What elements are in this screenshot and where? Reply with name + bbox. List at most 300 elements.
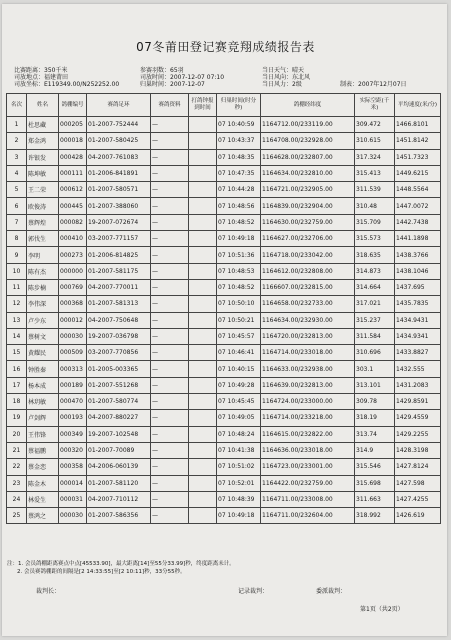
speed-cell: 1434.9431: [395, 312, 441, 328]
table-row: [7, 149, 441, 165]
speed-cell: 1426.619: [395, 508, 441, 524]
table-row: [7, 394, 441, 410]
clock-time-cell: [189, 214, 217, 230]
name-cell: 郭伐生: [27, 231, 59, 247]
name-cell: 陈坤敏: [27, 165, 59, 181]
clock-time-cell: [189, 328, 217, 344]
speed-cell: 1427.4255: [395, 491, 441, 507]
pigeon-info-cell: —: [151, 312, 189, 328]
arrival-time-cell: 07 10:48:52: [217, 279, 261, 295]
table-row: [7, 214, 441, 230]
table-row: [7, 165, 441, 181]
name-cell: 黄耀民: [27, 345, 59, 361]
loft-id-cell: 000358: [59, 459, 87, 475]
name-cell: 杨本成: [27, 377, 59, 393]
ring-cell: 01-2007-581120: [87, 475, 151, 491]
arrival-time-cell: 07 10:48:56: [217, 198, 261, 214]
distance-cell: 311.539: [355, 182, 395, 198]
pigeon-info-cell: —: [151, 117, 189, 133]
clock-time-cell: [189, 442, 217, 458]
ring-cell: 04-2007-770011: [87, 279, 151, 295]
rank-cell: 14: [7, 328, 27, 344]
table-row: [7, 426, 441, 442]
table-row: [7, 410, 441, 426]
pigeon-info-cell: —: [151, 247, 189, 263]
report-title: 07冬莆田登记赛竞翔成绩报告表: [136, 40, 315, 54]
distance-cell: 315.709: [355, 214, 395, 230]
loft-id-cell: 000111: [59, 165, 87, 181]
ring-cell: 01-2007-752444: [87, 117, 151, 133]
coordinates-cell: 1164718.00/233042.00: [261, 247, 355, 263]
arrival-time-cell: 07 10:49:28: [217, 377, 261, 393]
ring-cell: 04-2007-761083: [87, 149, 151, 165]
ring-cell: 01-2007-70089: [87, 442, 151, 458]
loft-id-cell: 000030: [59, 328, 87, 344]
loft-id-cell: 000313: [59, 361, 87, 377]
info-release-coords: 司放坐标：E119349.00/N252252.00: [14, 81, 120, 88]
note-line: 2. 会员赛鸽棚距的间隔是[2 14:33:55]至[2 10:11]秒，33分55秒。: [17, 569, 186, 575]
speed-cell: 1466.8101: [395, 117, 441, 133]
coordinates-cell: 1164634.00/232930.00: [261, 312, 355, 328]
clock-time-cell: [189, 263, 217, 279]
info-release-time: 司放时间：2007-12-07 07:10: [140, 74, 225, 81]
distance-cell: 303.1: [355, 361, 395, 377]
speed-cell: 1435.7835: [395, 296, 441, 312]
clock-time-cell: [189, 149, 217, 165]
table-row: [7, 491, 441, 507]
ring-cell: 01-2007-580425: [87, 133, 151, 149]
loft-id-cell: 000445: [59, 198, 87, 214]
coordinates-cell: 1164634.00/232810.00: [261, 165, 355, 181]
info-weather: 当日天气：晴天: [262, 67, 305, 74]
distance-cell: 315.237: [355, 312, 395, 328]
distance-cell: 310.696: [355, 345, 395, 361]
header-coordinates: 鸽棚经纬度: [261, 94, 355, 117]
name-cell: 蔡金恋: [27, 459, 59, 475]
coordinates-cell: 1164422.00/232759.00: [261, 475, 355, 491]
coordinates-cell: 1164630.00/232759.00: [261, 214, 355, 230]
arrival-time-cell: 07 10:48:24: [217, 426, 261, 442]
rank-cell: 22: [7, 459, 27, 475]
distance-cell: 317.324: [355, 149, 395, 165]
name-cell: 钟胜秦: [27, 361, 59, 377]
coordinates-cell: 1164628.00/232807.00: [261, 149, 355, 165]
rank-cell: 21: [7, 442, 27, 458]
distance-cell: 311.663: [355, 491, 395, 507]
arrival-time-cell: 07 10:43:37: [217, 133, 261, 149]
rank-cell: 3: [7, 149, 27, 165]
table-row: [7, 133, 441, 149]
distance-cell: 313.74: [355, 426, 395, 442]
speed-cell: 1438.1046: [395, 263, 441, 279]
rank-cell: 7: [7, 214, 27, 230]
ring-cell: 01-2007-581175: [87, 263, 151, 279]
arrival-time-cell: 07 10:49:05: [217, 410, 261, 426]
rank-cell: 23: [7, 475, 27, 491]
name-cell: 林爱生: [27, 491, 59, 507]
info-participants: 参赛羽数：65羽: [140, 67, 184, 74]
clock-time-cell: [189, 361, 217, 377]
coordinates-cell: 1164839.00/232904.00: [261, 198, 355, 214]
name-cell: 蔡树文: [27, 328, 59, 344]
ring-cell: 03-2007-770856: [87, 345, 151, 361]
info-distance: 比赛距离：350千米: [14, 67, 68, 74]
name-cell: 欧俊涛: [27, 198, 59, 214]
rank-cell: 6: [7, 198, 27, 214]
clock-time-cell: [189, 279, 217, 295]
rank-cell: 11: [7, 279, 27, 295]
pigeon-info-cell: —: [151, 133, 189, 149]
clock-time-cell: [189, 231, 217, 247]
speed-cell: 1441.1898: [395, 231, 441, 247]
name-cell: 许银发: [27, 149, 59, 165]
distance-cell: 318.635: [355, 247, 395, 263]
clock-time-cell: [189, 165, 217, 181]
coordinates-cell: 1164721.00/232905.00: [261, 182, 355, 198]
arrival-time-cell: 07 10:49:18: [217, 231, 261, 247]
name-cell: 郑金鸿: [27, 133, 59, 149]
header-clock-time: 打鸽钟报到时间: [189, 94, 217, 117]
rank-cell: 25: [7, 508, 27, 524]
table-row: [7, 296, 441, 312]
name-cell: 陈步楠: [27, 279, 59, 295]
clock-time-cell: [189, 133, 217, 149]
table-row: [7, 247, 441, 263]
distance-cell: 311.584: [355, 328, 395, 344]
pigeon-info-cell: —: [151, 491, 189, 507]
ring-cell: 03-2007-771157: [87, 231, 151, 247]
ring-cell: 04-2007-750648: [87, 312, 151, 328]
name-cell: 李明: [27, 247, 59, 263]
loft-id-cell: 000428: [59, 149, 87, 165]
table-row: [7, 377, 441, 393]
pigeon-info-cell: —: [151, 361, 189, 377]
clock-time-cell: [189, 426, 217, 442]
header-name: 姓名: [27, 94, 59, 117]
speed-cell: 1428.3198: [395, 442, 441, 458]
info-return-time: 归巢时间：2007-12-07: [140, 81, 205, 88]
clock-time-cell: [189, 459, 217, 475]
loft-id-cell: 000769: [59, 279, 87, 295]
pigeon-info-cell: —: [151, 442, 189, 458]
distance-cell: 314.873: [355, 263, 395, 279]
coordinates-cell: 1164723.00/233001.00: [261, 459, 355, 475]
ring-cell: 01-2007-581313: [87, 296, 151, 312]
footer-committee: 委派裁判：: [316, 588, 347, 595]
loft-id-cell: 000612: [59, 182, 87, 198]
arrival-time-cell: 07 10:48:35: [217, 149, 261, 165]
distance-cell: 318.992: [355, 508, 395, 524]
loft-id-cell: 000193: [59, 410, 87, 426]
rank-cell: 18: [7, 394, 27, 410]
speed-cell: 1429.2255: [395, 426, 441, 442]
page-number: 第1页（共2页）: [360, 606, 404, 613]
table-row: [7, 279, 441, 295]
loft-id-cell: 000014: [59, 475, 87, 491]
pigeon-info-cell: —: [151, 214, 189, 230]
distance-cell: 310.48: [355, 198, 395, 214]
pigeon-info-cell: —: [151, 296, 189, 312]
pigeon-info-cell: —: [151, 410, 189, 426]
loft-id-cell: 000410: [59, 231, 87, 247]
distance-cell: 309.472: [355, 117, 395, 133]
header-loft-id: 鸽棚编号: [59, 94, 87, 117]
table-row: [7, 231, 441, 247]
clock-time-cell: [189, 198, 217, 214]
coordinates-cell: 1164639.00/232813.00: [261, 377, 355, 393]
arrival-time-cell: 07 10:46:41: [217, 345, 261, 361]
clock-time-cell: [189, 475, 217, 491]
distance-cell: 315.546: [355, 459, 395, 475]
clock-time-cell: [189, 491, 217, 507]
pigeon-info-cell: —: [151, 198, 189, 214]
speed-cell: 1449.6215: [395, 165, 441, 181]
loft-id-cell: 000273: [59, 247, 87, 263]
ring-cell: 01-2007-388060: [87, 198, 151, 214]
speed-cell: 1434.9341: [395, 328, 441, 344]
rank-cell: 16: [7, 361, 27, 377]
loft-id-cell: 000320: [59, 442, 87, 458]
info-wind-force: 当日风力：2级: [262, 81, 302, 88]
table-row: [7, 328, 441, 344]
header-pigeon-info: 赛鸽资料: [151, 94, 189, 117]
loft-id-cell: 000470: [59, 394, 87, 410]
clock-time-cell: [189, 394, 217, 410]
info-release-place: 司放地点：福建莆田: [14, 74, 69, 81]
pigeon-info-cell: —: [151, 231, 189, 247]
name-cell: 蔡鸿之: [27, 508, 59, 524]
clock-time-cell: [189, 182, 217, 198]
distance-cell: 310.615: [355, 133, 395, 149]
coordinates-cell: 1164612.00/232808.00: [261, 263, 355, 279]
pigeon-info-cell: —: [151, 279, 189, 295]
name-cell: 王伟锋: [27, 426, 59, 442]
ring-cell: 19-2007-102548: [87, 426, 151, 442]
rank-cell: 17: [7, 377, 27, 393]
loft-id-cell: 000189: [59, 377, 87, 393]
name-cell: 杜思藏: [27, 117, 59, 133]
ring-cell: 19-2007-036798: [87, 328, 151, 344]
loft-id-cell: 000030: [59, 508, 87, 524]
arrival-time-cell: 07 10:45:45: [217, 394, 261, 410]
notes-block: [7, 560, 235, 576]
coordinates-cell: 1164714.00/233018.00: [261, 345, 355, 361]
loft-id-cell: 000000: [59, 263, 87, 279]
pigeon-info-cell: —: [151, 149, 189, 165]
speed-cell: 1433.8827: [395, 345, 441, 361]
table-row: [7, 459, 441, 475]
pigeon-info-cell: —: [151, 165, 189, 181]
ring-cell: 01-2007-580571: [87, 182, 151, 198]
rank-cell: 5: [7, 182, 27, 198]
clock-time-cell: [189, 377, 217, 393]
coordinates-cell: 1164711.00/232604.00: [261, 508, 355, 524]
speed-cell: 1451.7323: [395, 149, 441, 165]
loft-id-cell: 000082: [59, 214, 87, 230]
clock-time-cell: [189, 247, 217, 263]
rank-cell: 12: [7, 296, 27, 312]
ring-cell: 01-2007-586356: [87, 508, 151, 524]
ring-cell: 19-2007-072674: [87, 214, 151, 230]
loft-id-cell: 000349: [59, 426, 87, 442]
ring-cell: 01-2005-003365: [87, 361, 151, 377]
header-speed: 平均速度(米/分): [395, 94, 441, 117]
header-rank: 名次: [7, 94, 27, 117]
info-wind: 当日风向：东北风: [262, 74, 311, 81]
arrival-time-cell: 07 10:40:59: [217, 117, 261, 133]
pigeon-info-cell: —: [151, 508, 189, 524]
name-cell: 李伟深: [27, 296, 59, 312]
coordinates-cell: 1164636.00/233018.00: [261, 442, 355, 458]
arrival-time-cell: 07 10:48:53: [217, 263, 261, 279]
pigeon-info-cell: —: [151, 459, 189, 475]
table-row: [7, 361, 441, 377]
coordinates-cell: 1164615.00/232822.00: [261, 426, 355, 442]
pigeon-info-cell: —: [151, 475, 189, 491]
coordinates-cell: 1164712.00/233119.00: [261, 117, 355, 133]
pigeon-info-cell: —: [151, 263, 189, 279]
rank-cell: 19: [7, 410, 27, 426]
arrival-time-cell: 07 10:50:10: [217, 296, 261, 312]
coordinates-cell: 1164711.00/233008.00: [261, 491, 355, 507]
distance-cell: 318.19: [355, 410, 395, 426]
rank-cell: 20: [7, 426, 27, 442]
pigeon-info-cell: —: [151, 394, 189, 410]
arrival-time-cell: 07 10:50:21: [217, 312, 261, 328]
table-row: [7, 312, 441, 328]
loft-id-cell: 000031: [59, 491, 87, 507]
name-cell: 王二荣: [27, 182, 59, 198]
speed-cell: 1448.5564: [395, 182, 441, 198]
arrival-time-cell: 07 10:51:36: [217, 247, 261, 263]
coordinates-cell: 1164714.00/233218.00: [261, 410, 355, 426]
arrival-time-cell: 07 10:40:15: [217, 361, 261, 377]
arrival-time-cell: 07 10:49:18: [217, 508, 261, 524]
coordinates-cell: 1166607.00/232815.00: [261, 279, 355, 295]
arrival-time-cell: 07 10:51:02: [217, 459, 261, 475]
pigeon-info-cell: —: [151, 328, 189, 344]
table-row: [7, 263, 441, 279]
speed-cell: 1427.598: [395, 475, 441, 491]
results-table: [6, 93, 441, 524]
footer-recorder: 记录裁判：: [238, 588, 269, 595]
ring-cell: 01-2006-841891: [87, 165, 151, 181]
loft-id-cell: 000018: [59, 133, 87, 149]
clock-time-cell: [189, 508, 217, 524]
coordinates-cell: 1164724.00/233000.00: [261, 394, 355, 410]
distance-cell: 315.413: [355, 165, 395, 181]
rank-cell: 8: [7, 231, 27, 247]
distance-cell: 314.664: [355, 279, 395, 295]
speed-cell: 1437.695: [395, 279, 441, 295]
pigeon-info-cell: —: [151, 426, 189, 442]
rank-cell: 10: [7, 263, 27, 279]
name-cell: 陈金木: [27, 475, 59, 491]
speed-cell: 1429.4559: [395, 410, 441, 426]
ring-cell: 04-2007-710112: [87, 491, 151, 507]
coordinates-cell: 1164708.00/232928.00: [261, 133, 355, 149]
speed-cell: 1451.8142: [395, 133, 441, 149]
pigeon-info-cell: —: [151, 345, 189, 361]
note-line: 注：1. 会员鸽棚距离赛点中点[45533.90]，最大距离[14]至55分33.99]秒，终度距离未计。: [7, 561, 235, 567]
speed-cell: 1427.8124: [395, 459, 441, 475]
rank-cell: 2: [7, 133, 27, 149]
rank-cell: 4: [7, 165, 27, 181]
arrival-time-cell: 07 10:48:39: [217, 491, 261, 507]
rank-cell: 1: [7, 117, 27, 133]
arrival-time-cell: 07 10:48:52: [217, 214, 261, 230]
name-cell: 卢少东: [27, 312, 59, 328]
ring-cell: 01-2007-551268: [87, 377, 151, 393]
table-row: [7, 117, 441, 133]
coordinates-cell: 1164658.00/232733.00: [261, 296, 355, 312]
coordinates-cell: 1164627.00/232706.00: [261, 231, 355, 247]
coordinates-cell: 1164633.00/232938.00: [261, 361, 355, 377]
loft-id-cell: 000509: [59, 345, 87, 361]
ring-cell: 04-2006-060139: [87, 459, 151, 475]
speed-cell: 1447.0072: [395, 198, 441, 214]
arrival-time-cell: 07 10:45:57: [217, 328, 261, 344]
name-cell: 卢剑辉: [27, 410, 59, 426]
speed-cell: 1442.7438: [395, 214, 441, 230]
clock-time-cell: [189, 296, 217, 312]
table-row: [7, 508, 441, 524]
loft-id-cell: 000205: [59, 117, 87, 133]
name-cell: 林玥敏: [27, 394, 59, 410]
rank-cell: 24: [7, 491, 27, 507]
speed-cell: 1431.2083: [395, 377, 441, 393]
speed-cell: 1438.3766: [395, 247, 441, 263]
table-row: [7, 345, 441, 361]
arrival-time-cell: 07 10:44:28: [217, 182, 261, 198]
ring-cell: 01-2006-814825: [87, 247, 151, 263]
clock-time-cell: [189, 410, 217, 426]
info-made-date: 制表：2007年12月07日: [340, 81, 407, 88]
ring-cell: 04-2007-880227: [87, 410, 151, 426]
distance-cell: 313.101: [355, 377, 395, 393]
header-ring: 赛鸽足环: [87, 94, 151, 117]
name-cell: 蔡辉煌: [27, 214, 59, 230]
arrival-time-cell: 07 10:41:38: [217, 442, 261, 458]
pigeon-info-cell: —: [151, 182, 189, 198]
distance-cell: 317.021: [355, 296, 395, 312]
table-row: [7, 182, 441, 198]
footer-chief-judge: 裁判长：: [36, 588, 61, 595]
name-cell: 蔡福鹏: [27, 442, 59, 458]
table-row: [7, 198, 441, 214]
distance-cell: 315.573: [355, 231, 395, 247]
clock-time-cell: [189, 345, 217, 361]
distance-cell: 309.78: [355, 394, 395, 410]
speed-cell: 1432.555: [395, 361, 441, 377]
loft-id-cell: 000012: [59, 312, 87, 328]
pigeon-info-cell: —: [151, 377, 189, 393]
loft-id-cell: 000368: [59, 296, 87, 312]
table-row: [7, 475, 441, 491]
coordinates-cell: 1164720.00/232813.00: [261, 328, 355, 344]
ring-cell: 01-2007-580774: [87, 394, 151, 410]
header-distance: 实际空距(千米): [355, 94, 395, 117]
speed-cell: 1429.8591: [395, 394, 441, 410]
distance-cell: 314.9: [355, 442, 395, 458]
arrival-time-cell: 07 10:47:35: [217, 165, 261, 181]
rank-cell: 9: [7, 247, 27, 263]
table-row: [7, 442, 441, 458]
table-header-row: [7, 94, 441, 117]
arrival-time-cell: 07 10:52:01: [217, 475, 261, 491]
header-arrival-time: 归巢时间(时分秒): [217, 94, 261, 117]
rank-cell: 13: [7, 312, 27, 328]
